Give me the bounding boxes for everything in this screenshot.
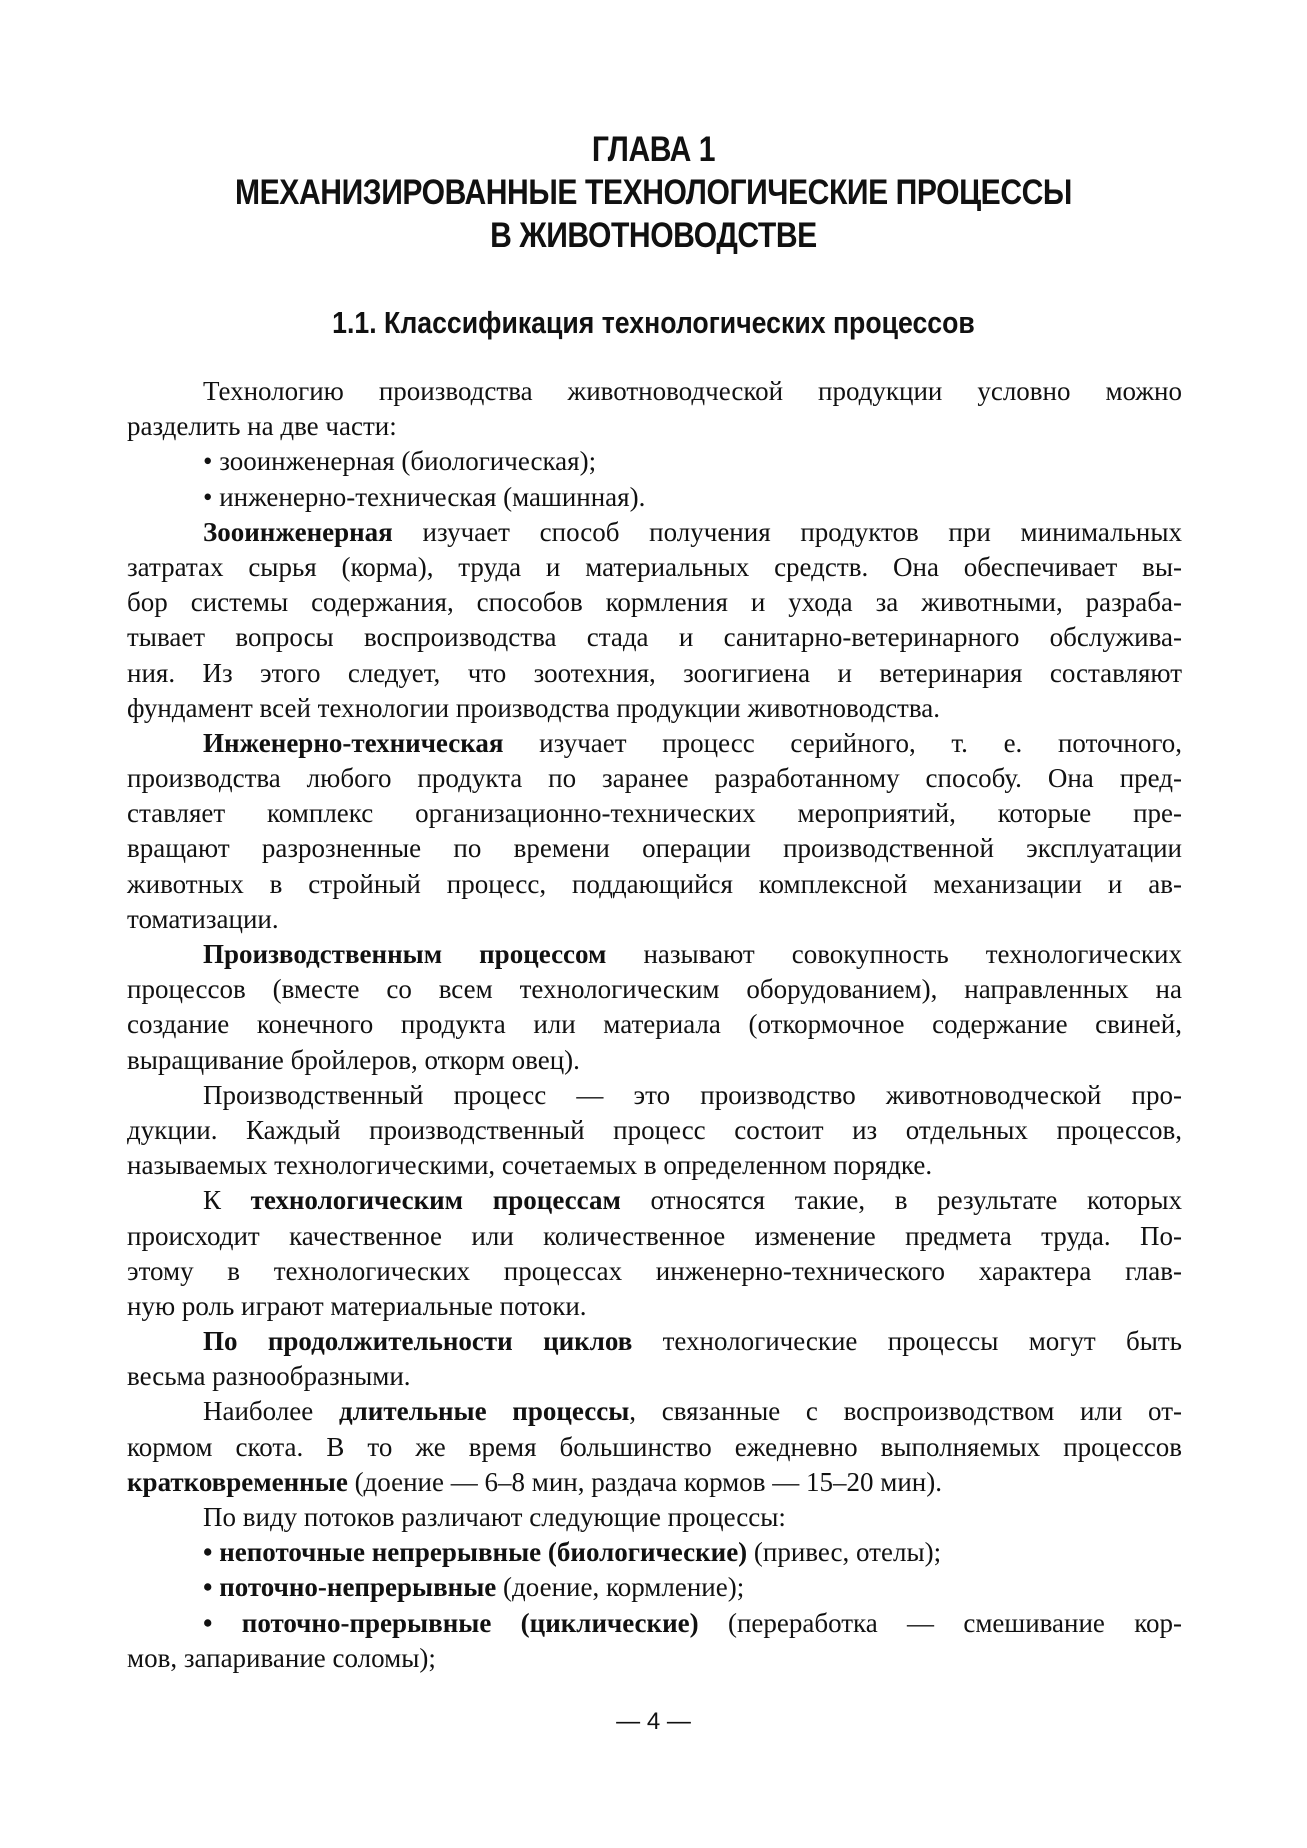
paragraph-line: вращают разрозненные по времени операции производственной эксплуатации: [127, 833, 1182, 864]
paragraph-line: производства любого продукта по заранее разработанному способу. Она пред-: [127, 763, 1182, 794]
list-item: • поточно-непрерывные (доение, кормление);: [203, 1572, 745, 1603]
chapter-heading-line-2: В ЖИВОТНОВОДСТВЕ: [490, 216, 817, 255]
list-item: • инженерно-техническая (машинная).: [203, 481, 646, 512]
paragraph-line: создание конечного продукта или материала (откормочное содержание свиней,: [127, 1009, 1182, 1040]
paragraph-line: выращивание бройлеров, откорм овец).: [127, 1044, 580, 1075]
paragraph-line: Зооинженерная изучает способ получения продуктов при минимальных: [203, 516, 1182, 547]
chapter-heading-line-1: МЕХАНИЗИРОВАННЫЕ ТЕХНОЛОГИЧЕСКИЕ ПРОЦЕССЫ: [235, 173, 1072, 212]
section-title: 1.1. Классификация технологических процессов: [332, 305, 975, 340]
list-item: • поточно-прерывные (циклические) (переработка — смешивание кор-: [203, 1607, 1182, 1638]
paragraph-line: весьма разнообразными.: [127, 1361, 411, 1392]
paragraph-line: Технологию производства животноводческой продукции условно можно: [203, 376, 1182, 406]
term-production-process: Производственным процессом: [203, 939, 607, 969]
term-short-processes: кратковременные: [127, 1466, 348, 1497]
body-text: [127, 374, 1182, 1676]
paragraph-line: По продолжительности циклов технологические процессы могут быть: [203, 1326, 1182, 1357]
list-item: • непоточные непрерывные (биологические) (привес, отелы);: [203, 1537, 942, 1568]
paragraph-line: процессов (вместе со всем технологическим оборудованием), направленных на: [127, 974, 1182, 1005]
paragraph-line: дукции. Каждый производственный процесс состоит из отдельных процессов,: [127, 1114, 1182, 1145]
term-cycle-duration: По продолжительности циклов: [203, 1326, 633, 1357]
chapter-number: ГЛАВА 1: [591, 130, 716, 169]
paragraph-line: затратах сырья (корма), труда и материальных средств. Она обеспечивает вы-: [127, 551, 1182, 582]
chapter-title: [91, 128, 1215, 257]
paragraph-line: фундамент всей технологии производства продукции животноводства.: [127, 692, 940, 723]
paragraph-line: ния. Из этого следует, что зоотехния, зоогигиена и ветеринария составляют: [127, 657, 1182, 688]
paragraph-line: животных в стройный процесс, поддающийся комплексной механизации и ав-: [127, 868, 1182, 899]
page-number: — 4 —: [616, 1708, 691, 1735]
paragraph-line: кратковременные (доение — 6–8 мин, раздача кормов — 15–20 мин).: [127, 1466, 942, 1497]
list-item-continuation: мов, запаривание соломы);: [127, 1642, 436, 1673]
paragraph-line: ставляет комплекс организационно-технических мероприятий, которые пре-: [127, 798, 1182, 829]
paragraph-line: Производственный процесс — это производство животноводческой про-: [203, 1079, 1182, 1110]
paragraph-line: кормом скота. В то же время большинство ежедневно выполняемых процессов: [127, 1431, 1182, 1462]
term-long-processes: длительные процессы: [338, 1396, 630, 1427]
paragraph-line: К технологическим процессам относятся такие, в результате которых: [203, 1185, 1182, 1216]
paragraph-line: Производственным процессом называют совокупность технологических: [203, 939, 1182, 969]
paragraph-line: ную роль играют материальные потоки.: [127, 1290, 587, 1321]
term-engineering-technical: Инженерно-техническая: [203, 727, 504, 758]
paragraph-line: По виду потоков различают следующие процессы:: [203, 1502, 786, 1532]
paragraph-line: этому в технологических процессах инженерно-технического характера глав-: [127, 1255, 1182, 1286]
paragraph-line: происходит качественное или количественное изменение предмета труда. По-: [127, 1220, 1182, 1251]
paragraph-line: томатизации.: [127, 903, 279, 934]
paragraph-line: называемых технологическими, сочетаемых в определенном порядке.: [127, 1150, 933, 1181]
list-item: • зооинженерная (биологическая);: [203, 446, 597, 477]
term-technological-processes: технологическим процессам: [250, 1185, 621, 1216]
paragraph-line: бор системы содержания, способов кормления и ухода за животными, разраба-: [127, 587, 1182, 618]
paragraph-line: Инженерно-техническая изучает процесс серийного, т. е. поточного,: [203, 727, 1182, 758]
paragraph-line: тывает вопросы воспроизводства стада и санитарно-ветеринарного обслужива-: [127, 622, 1182, 653]
paragraph-line: разделить на две части:: [127, 411, 397, 442]
term-zooengineering: Зооинженерная: [203, 516, 393, 547]
paragraph-line: Наиболее длительные процессы, связанные с воспроизводством или от-: [203, 1396, 1182, 1427]
